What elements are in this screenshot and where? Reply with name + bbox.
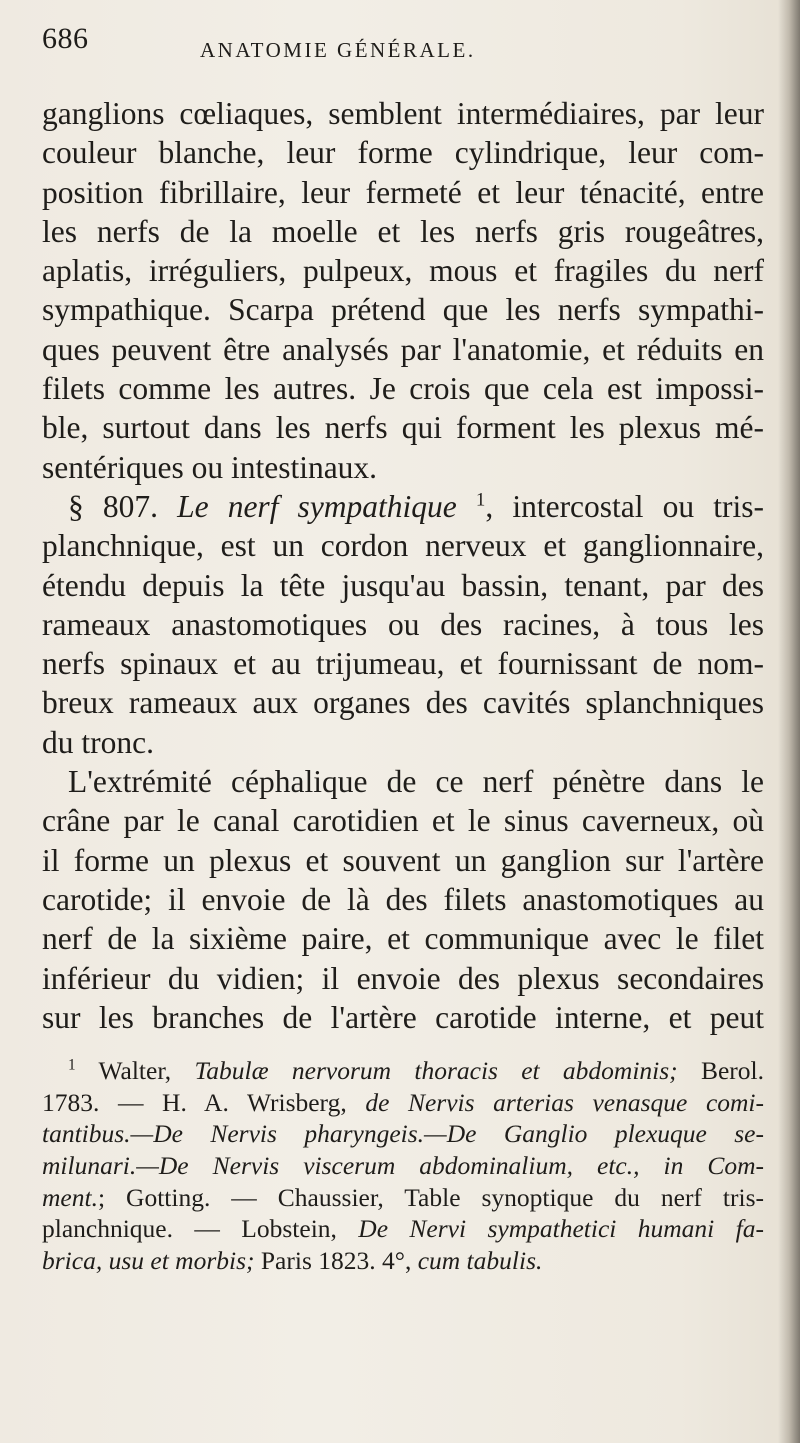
text-fragment: Berol. bbox=[677, 1056, 765, 1085]
text-fragment: ; Gotting. — Chaussier, Table synoptique du nerf tris- bbox=[97, 1182, 764, 1212]
section-title: Le nerf sympathique bbox=[177, 488, 457, 524]
text-line: étendu depuis la tête jusqu'au bassin, tenant, par des bbox=[42, 567, 764, 603]
citation-title: tantibus.—De Nervis pharyngeis.—De Ganglio plexuque se- bbox=[42, 1119, 764, 1149]
text-line: nerfs spinaux et au trijumeau, et fournissant de nom- bbox=[42, 646, 764, 682]
text-fragment: 1783. — H. A. Wrisberg, bbox=[42, 1087, 366, 1117]
text-line: nerf de la sixième paire, et communique avec le filet bbox=[42, 921, 764, 957]
text-fragment: Walter, bbox=[75, 1056, 195, 1085]
footnote-line bbox=[42, 1150, 764, 1182]
footnote-line bbox=[42, 1213, 764, 1245]
text-line: du tronc. bbox=[42, 724, 154, 760]
text-line: planchnique, est un cordon nerveux et ganglionnaire, bbox=[42, 528, 764, 564]
citation-title: ment. bbox=[42, 1182, 98, 1212]
footnote-marker: 1 bbox=[68, 1056, 76, 1074]
text-line: ble, surtout dans les nerfs qui forment les plexus mé- bbox=[42, 410, 764, 446]
footnote-line bbox=[42, 1055, 764, 1087]
text-line: L'extrémité céphalique de ce nerf pénètre dans le bbox=[68, 764, 764, 800]
text-line: carotide; il envoie de là des filets anastomotiques au bbox=[42, 881, 764, 917]
footnote-line bbox=[42, 1087, 764, 1119]
text-line: les nerfs de la moelle et les nerfs gris rougeâtres, bbox=[42, 213, 764, 249]
text-fragment: Paris 1823. 4°, bbox=[254, 1246, 418, 1276]
text-line: sentériques ou intestinaux. bbox=[42, 449, 378, 485]
citation-title: Tabulæ nervorum thoracis et abdominis; bbox=[194, 1056, 678, 1085]
text-line: aplatis, irréguliers, pulpeux, mous et fragiles du nerf bbox=[42, 253, 764, 289]
footnotes bbox=[42, 1055, 764, 1277]
text-line: il forme un plexus et souvent un ganglion sur l'artère bbox=[42, 842, 764, 878]
citation-title: de Nervis arterias venasque comi- bbox=[365, 1087, 765, 1117]
citation-title: brica, usu et morbis; bbox=[42, 1246, 255, 1276]
text-line: rameaux anastomotiques ou des racines, à tous les bbox=[42, 606, 764, 642]
text-line: crâne par le canal carotidien et le sinus caverneux, où bbox=[42, 803, 764, 839]
section-heading-line bbox=[42, 487, 764, 526]
text-fragment: , intercostal ou tris- bbox=[485, 488, 764, 524]
section-number: § 807. bbox=[68, 488, 178, 524]
text-line: sympathique. Scarpa prétend que les nerfs sympathi- bbox=[42, 292, 764, 328]
citation-title: cum tabulis. bbox=[417, 1246, 543, 1276]
citation-title: milunari.—De Nervis viscerum abdominalium, etc., in Com- bbox=[42, 1151, 764, 1181]
footnote-line bbox=[42, 1245, 764, 1277]
page-number: 686 bbox=[42, 22, 89, 55]
text-line: position fibrillaire, leur fermeté et leur ténacité, entre bbox=[42, 174, 764, 210]
footnote-line bbox=[42, 1182, 764, 1214]
body-text bbox=[42, 94, 764, 1037]
running-head: ANATOMIE GÉNÉRALE. bbox=[200, 38, 476, 62]
citation-title: De Nervi sympathetici humani fa- bbox=[358, 1214, 764, 1244]
text-line: breux rameaux aux organes des cavités splanchniques bbox=[42, 685, 764, 721]
text-line: ganglions cœliaques, semblent intermédiaires, par leur bbox=[42, 96, 764, 131]
text-line: inférieur du vidien; il envoie des plexus secondaires bbox=[42, 960, 764, 996]
text-line: ques peuvent être analysés par l'anatomie, et réduits en bbox=[42, 331, 764, 367]
text-line: couleur blanche, leur forme cylindrique, leur com- bbox=[42, 135, 764, 171]
footnote-ref: 1 bbox=[475, 489, 486, 511]
text-line: sur les branches de l'artère carotide interne, et peut bbox=[42, 999, 764, 1035]
text-fragment: planchnique. — Lobstein, bbox=[42, 1214, 359, 1244]
text-line: filets comme les autres. Je crois que cela est impossi- bbox=[42, 371, 764, 407]
footnote-line bbox=[42, 1118, 764, 1150]
page-edge-shadow bbox=[778, 0, 800, 1443]
